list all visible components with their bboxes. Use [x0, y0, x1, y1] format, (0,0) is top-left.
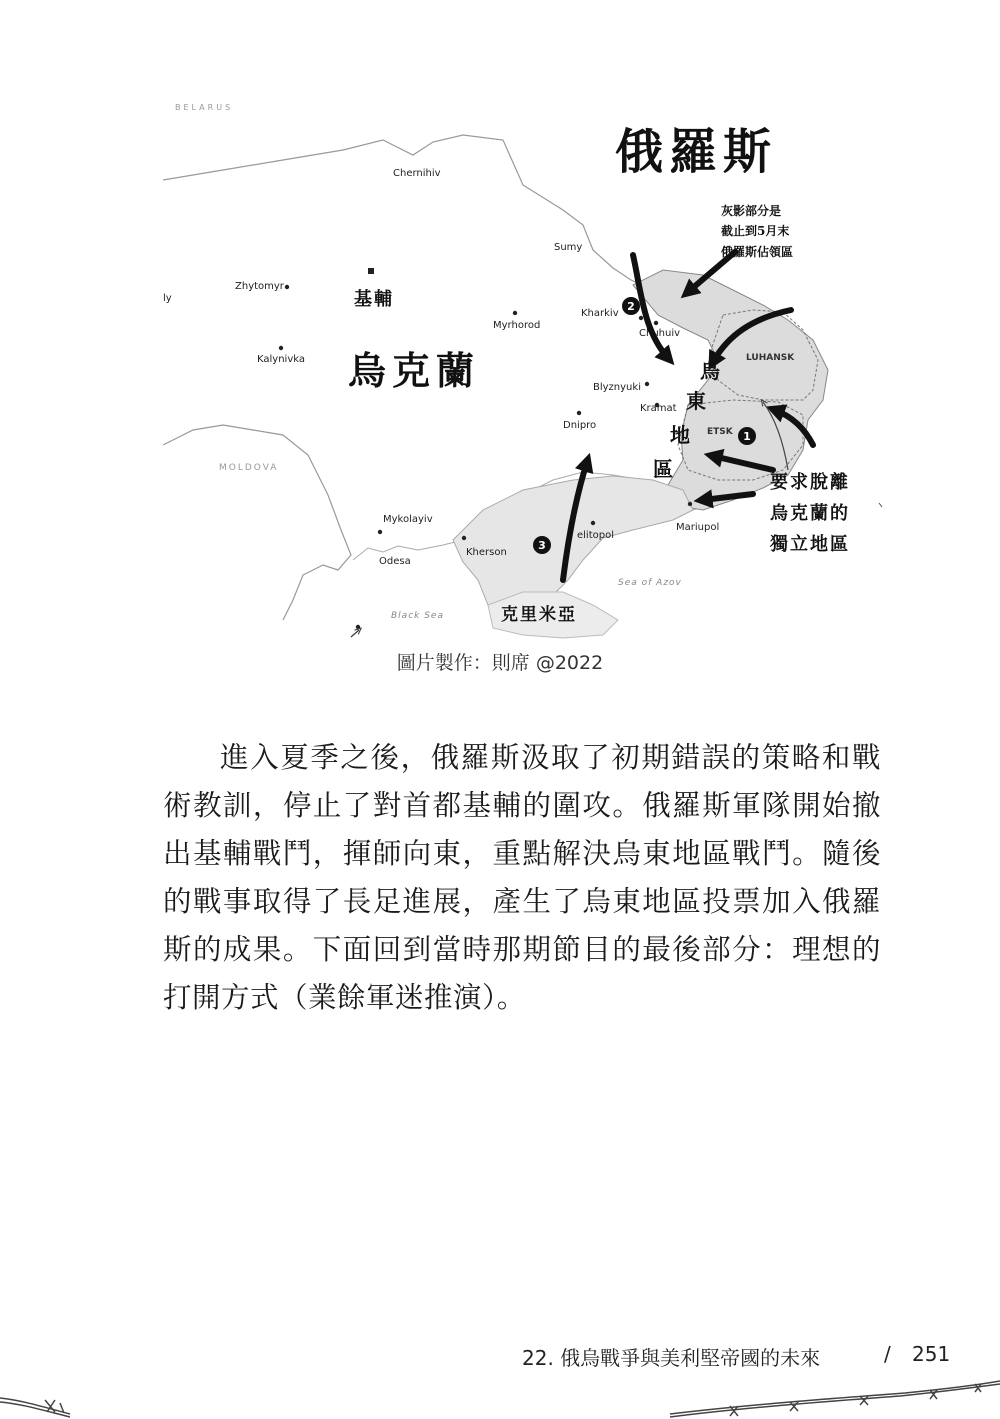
label-crimea: 克里米亞	[501, 605, 577, 625]
label-donetsk: ETSK	[707, 427, 733, 437]
label-moldova: MOLDOVA	[219, 463, 279, 473]
page-footer	[500, 1342, 950, 1372]
figure-caption: 圖片製作：則席 @2022	[396, 652, 604, 674]
label-ukraine: 烏克蘭	[348, 348, 481, 393]
label-belarus: BELARUS	[175, 103, 234, 112]
label-myrhorod: Myrhorod	[493, 320, 541, 331]
east-region-char: 地	[670, 423, 690, 447]
body-text	[163, 734, 881, 1022]
label-chuhuiv: Chuhuiv	[639, 328, 681, 339]
label-ly: ly	[163, 293, 172, 304]
small-mark	[879, 503, 882, 507]
note-gray-line: 俄羅斯佔領區	[721, 245, 794, 259]
label-mariupol: Mariupol	[676, 522, 720, 533]
footer-chapter-title: 22. 俄烏戰爭與美利堅帝國的未來	[522, 1346, 821, 1370]
belarus-border	[163, 135, 663, 295]
page-number: 251	[912, 1342, 951, 1366]
note-gray-line: 灰影部分是	[721, 204, 782, 218]
label-kramat: Kramat	[640, 403, 677, 414]
label-sea-of-azov: Sea of Azov	[618, 578, 682, 588]
circle-number-2: 2	[627, 300, 635, 313]
body-paragraph: 進入夏季之後，俄羅斯汲取了初期錯誤的策略和戰術教訓，停止了對首都基輔的圍攻。俄羅斯軍隊開始撤出基輔戰鬥，揮師向東，重點解決烏東地區戰鬥。隨後的戰事取得了長足進展，產生了烏東地區投票加入俄羅斯的成果。下面回到當時那期節目的最後部分：理想的打開方式（業餘軍迷推演）。	[163, 741, 881, 1014]
map-figure	[163, 100, 883, 640]
east-region-char: 東	[686, 389, 706, 413]
occupied-south	[453, 476, 693, 615]
footer-separator: /	[884, 1342, 891, 1366]
label-black-sea: Black Sea	[391, 611, 444, 621]
east-region-char: 烏	[700, 359, 720, 383]
circle-number-1: 1	[743, 430, 751, 443]
label-zhytomyr: Zhytomyr	[235, 281, 284, 292]
moldova-border	[163, 425, 351, 620]
label-kherson: Kherson	[466, 547, 507, 558]
barbed-wire-decoration	[0, 1370, 1000, 1419]
label-odesa: Odesa	[379, 556, 411, 567]
circle-number-3: 3	[538, 539, 546, 552]
label-melitopol: elitopol	[577, 530, 614, 541]
label-kharkiv: Kharkiv	[581, 308, 619, 319]
label-russia: 俄羅斯	[615, 124, 778, 180]
east-region-char: 區	[653, 457, 673, 481]
label-blyznyuki: Blyznyuki	[593, 382, 641, 393]
label-luhansk: LUHANSK	[746, 353, 795, 363]
thin-arrow-bottom	[351, 630, 359, 637]
note-independent-line: 烏克蘭的	[770, 503, 850, 524]
label-chernihiv: Chernihiv	[393, 168, 441, 179]
label-mykolayiv: Mykolayiv	[383, 514, 433, 525]
label-kyiv: 基輔	[354, 289, 394, 310]
note-gray-line: 截止到5月末	[721, 224, 790, 238]
note-independent-line: 獨立地區	[770, 534, 850, 555]
label-dnipro: Dnipro	[563, 420, 597, 431]
note-independent-line: 要求脫離	[770, 472, 850, 493]
label-sumy: Sumy	[554, 242, 583, 253]
label-kalynivka: Kalynivka	[257, 354, 305, 365]
